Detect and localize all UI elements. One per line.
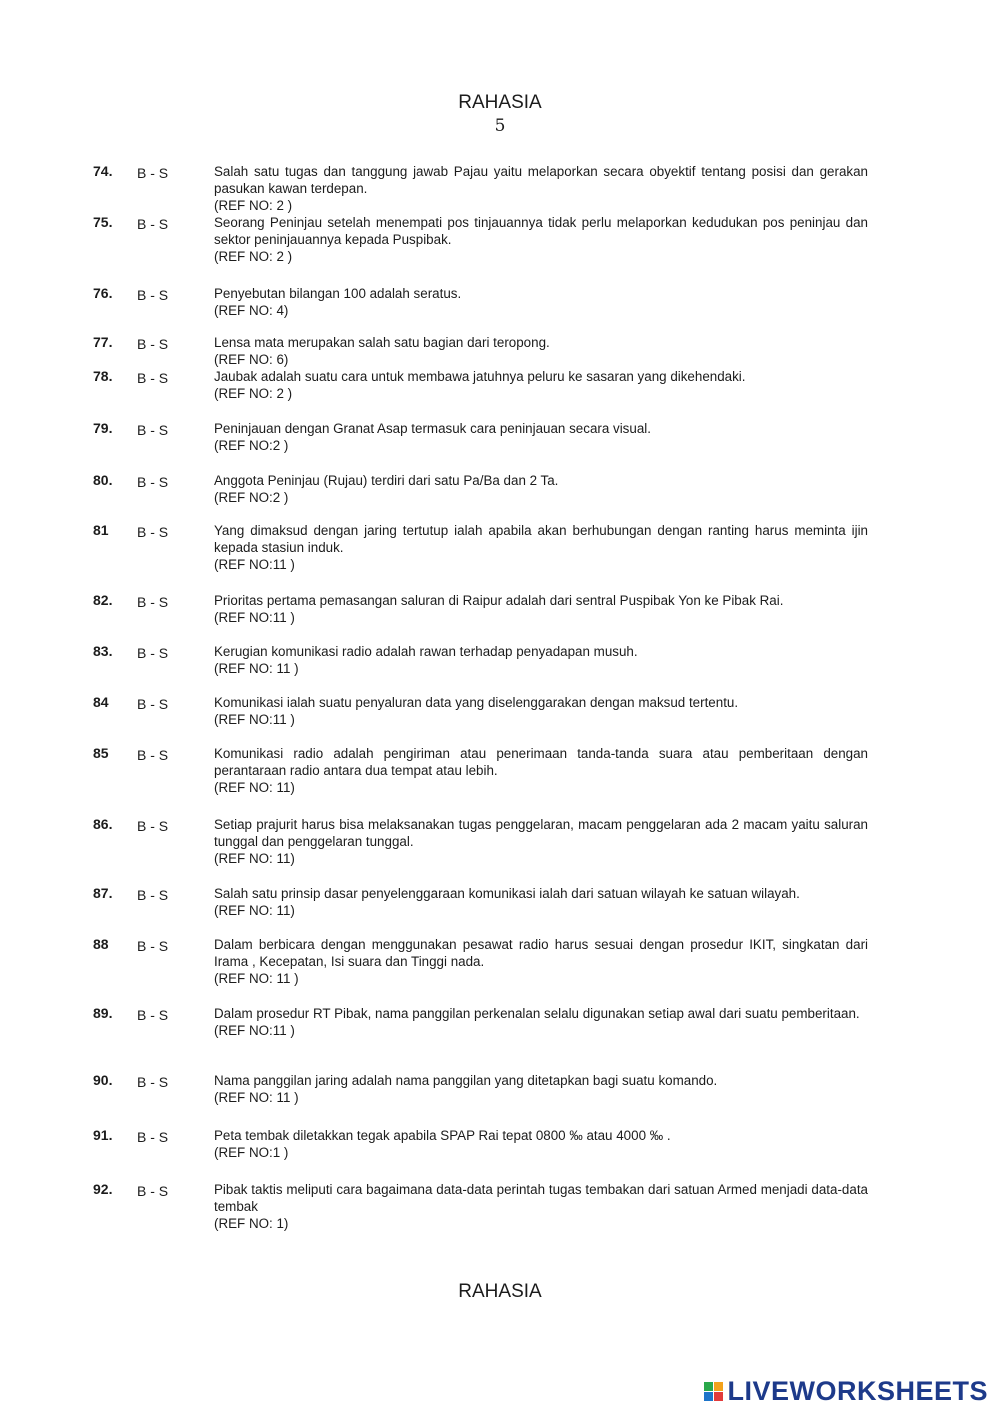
question-number: 83. <box>93 643 113 659</box>
answer-option-b-s[interactable]: B - S <box>137 1183 169 1199</box>
reference-number: (REF NO: 11 ) <box>214 971 299 986</box>
reference-number: (REF NO: 11 ) <box>214 661 299 676</box>
answer-option-b-s[interactable]: B - S <box>137 216 169 232</box>
answer-option-b-s[interactable]: B - S <box>137 645 169 661</box>
question-number: 91. <box>93 1127 113 1143</box>
question-number: 77. <box>93 334 113 350</box>
question-number: 85 <box>93 745 109 761</box>
question-text: Salah satu tugas dan tanggung jawab Pajau yaitu melaporkan secara obyektif tentang posisi dan gerakan pasukan kawan terdepan. <box>214 164 868 196</box>
reference-number: (REF NO: 11) <box>214 780 295 795</box>
question-text: Lensa mata merupakan salah satu bagian dari teropong. <box>214 335 550 350</box>
question-number: 75. <box>93 214 113 230</box>
question-body <box>214 694 868 728</box>
reference-number: (REF NO: 11) <box>214 903 295 918</box>
reference-number: (REF NO:2 ) <box>214 438 289 453</box>
answer-option-b-s[interactable]: B - S <box>137 524 169 540</box>
answer-option-b-s[interactable]: B - S <box>137 696 169 712</box>
reference-number: (REF NO: 11 ) <box>214 1090 299 1105</box>
answer-option-b-s[interactable]: B - S <box>137 887 169 903</box>
question-body <box>214 885 868 919</box>
reference-number: (REF NO:11 ) <box>214 1023 295 1038</box>
question-number: 81 <box>93 522 109 538</box>
question-number: 80. <box>93 472 113 488</box>
question-number: 78. <box>93 368 113 384</box>
question-body <box>214 420 868 454</box>
question-text: Dalam prosedur RT Pibak, nama panggilan perkenalan selalu digunakan setiap awal dari suatu pemberitaan. <box>214 1006 860 1021</box>
reference-number: (REF NO: 6) <box>214 352 289 367</box>
question-body <box>214 1005 868 1039</box>
question-body <box>214 472 868 506</box>
reference-number: (REF NO:2 ) <box>214 490 289 505</box>
logo-wordmark: LIVEWORKSHEETS <box>727 1376 988 1406</box>
reference-number: (REF NO:1 ) <box>214 1145 289 1160</box>
answer-option-b-s[interactable]: B - S <box>137 474 169 490</box>
page-number: 5 <box>494 116 506 136</box>
question-body <box>214 1127 868 1161</box>
question-body <box>214 368 868 402</box>
question-text: Komunikasi radio adalah pengiriman atau penerimaan tanda-tanda suara atau pemberitaan dengan perantaraan radio antara dua tempat atau lebih. <box>214 746 868 778</box>
reference-number: (REF NO: 1) <box>214 1216 289 1231</box>
question-body <box>214 745 868 796</box>
question-body <box>214 285 868 319</box>
answer-option-b-s[interactable]: B - S <box>137 818 169 834</box>
answer-option-b-s[interactable]: B - S <box>137 1129 169 1145</box>
page-header <box>0 92 1000 136</box>
answer-option-b-s[interactable]: B - S <box>137 422 169 438</box>
answer-option-b-s[interactable]: B - S <box>137 336 169 352</box>
question-number: 76. <box>93 285 113 301</box>
question-body <box>214 816 868 867</box>
question-body <box>214 592 868 626</box>
question-text: Nama panggilan jaring adalah nama panggilan yang ditetapkan bagi suatu komando. <box>214 1073 718 1088</box>
question-body <box>214 214 868 265</box>
answer-option-b-s[interactable]: B - S <box>137 1074 169 1090</box>
question-number: 86. <box>93 816 113 832</box>
liveworksheets-logo <box>704 1376 988 1407</box>
answer-option-b-s[interactable]: B - S <box>137 165 169 181</box>
question-body <box>214 643 868 677</box>
reference-number: (REF NO:11 ) <box>214 712 295 727</box>
question-text: Komunikasi ialah suatu penyaluran data yang diselenggarakan dengan maksud tertentu. <box>214 695 739 710</box>
page-title: RAHASIA <box>458 92 542 113</box>
question-body <box>214 1181 868 1232</box>
question-text: Salah satu prinsip dasar penyelenggaraan komunikasi ialah dari satuan wilayah ke satuan wilayah. <box>214 886 800 901</box>
reference-number: (REF NO: 11) <box>214 851 295 866</box>
question-number: 89. <box>93 1005 113 1021</box>
answer-option-b-s[interactable]: B - S <box>137 747 169 763</box>
question-text: Seorang Peninjau setelah menempati pos tinjauannya tidak perlu melaporkan kedudukan pos peninjau dan sektor peninjauannya kepada Puspibak. <box>214 215 868 247</box>
page-footer: RAHASIA <box>458 1281 542 1302</box>
question-number: 88 <box>93 936 109 952</box>
reference-number: (REF NO: 4) <box>214 303 289 318</box>
answer-option-b-s[interactable]: B - S <box>137 287 169 303</box>
answer-option-b-s[interactable]: B - S <box>137 938 169 954</box>
question-body <box>214 936 868 987</box>
question-number: 90. <box>93 1072 113 1088</box>
answer-option-b-s[interactable]: B - S <box>137 1007 169 1023</box>
question-text: Penyebutan bilangan 100 adalah seratus. <box>214 286 462 301</box>
question-text: Prioritas pertama pemasangan saluran di Raipur adalah dari sentral Puspibak Yon ke Pibak Rai. <box>214 593 784 608</box>
question-number: 74. <box>93 163 113 179</box>
question-text: Yang dimaksud dengan jaring tertutup ialah apabila akan berhubungan dengan ranting harus meminta ijin kepada stasiun induk. <box>214 523 868 555</box>
question-number: 82. <box>93 592 113 608</box>
question-body <box>214 334 868 368</box>
question-text: Jaubak adalah suatu cara untuk membawa jatuhnya peluru ke sasaran yang dikehendaki. <box>214 369 746 384</box>
question-number: 92. <box>93 1181 113 1197</box>
answer-option-b-s[interactable]: B - S <box>137 594 169 610</box>
question-text: Peta tembak diletakkan tegak apabila SPAP Rai tepat 0800 ‰ atau 4000 ‰ . <box>214 1128 671 1143</box>
question-text: Setiap prajurit harus bisa melaksanakan tugas penggelaran, macam penggelaran ada 2 macam yaitu saluran tunggal dan penggelaran tunggal. <box>214 817 868 849</box>
reference-number: (REF NO:11 ) <box>214 610 295 625</box>
question-text: Anggota Peninjau (Rujau) terdiri dari satu Pa/Ba dan 2 Ta. <box>214 473 559 488</box>
question-body <box>214 522 868 573</box>
question-body <box>214 163 868 214</box>
question-text: Dalam berbicara dengan menggunakan pesawat radio harus sesuai dengan prosedur IKIT, singkatan dari Irama , Kecepatan, Isi suara dan Tinggi nada. <box>214 937 868 969</box>
reference-number: (REF NO: 2 ) <box>214 249 293 264</box>
question-text: Kerugian komunikasi radio adalah rawan terhadap penyadapan musuh. <box>214 644 638 659</box>
question-number: 84 <box>93 694 109 710</box>
reference-number: (REF NO:11 ) <box>214 557 295 572</box>
question-text: Pibak taktis meliputi cara bagaimana data-data perintah tugas tembakan dari satuan Armed menjadi data-data tembak <box>214 1182 868 1214</box>
question-text: Peninjauan dengan Granat Asap termasuk cara peninjauan secara visual. <box>214 421 651 436</box>
question-number: 79. <box>93 420 113 436</box>
question-number: 87. <box>93 885 113 901</box>
answer-option-b-s[interactable]: B - S <box>137 370 169 386</box>
question-body <box>214 1072 868 1106</box>
reference-number: (REF NO: 2 ) <box>214 386 293 401</box>
logo-mark-icon <box>704 1382 723 1401</box>
reference-number: (REF NO: 2 ) <box>214 198 293 213</box>
